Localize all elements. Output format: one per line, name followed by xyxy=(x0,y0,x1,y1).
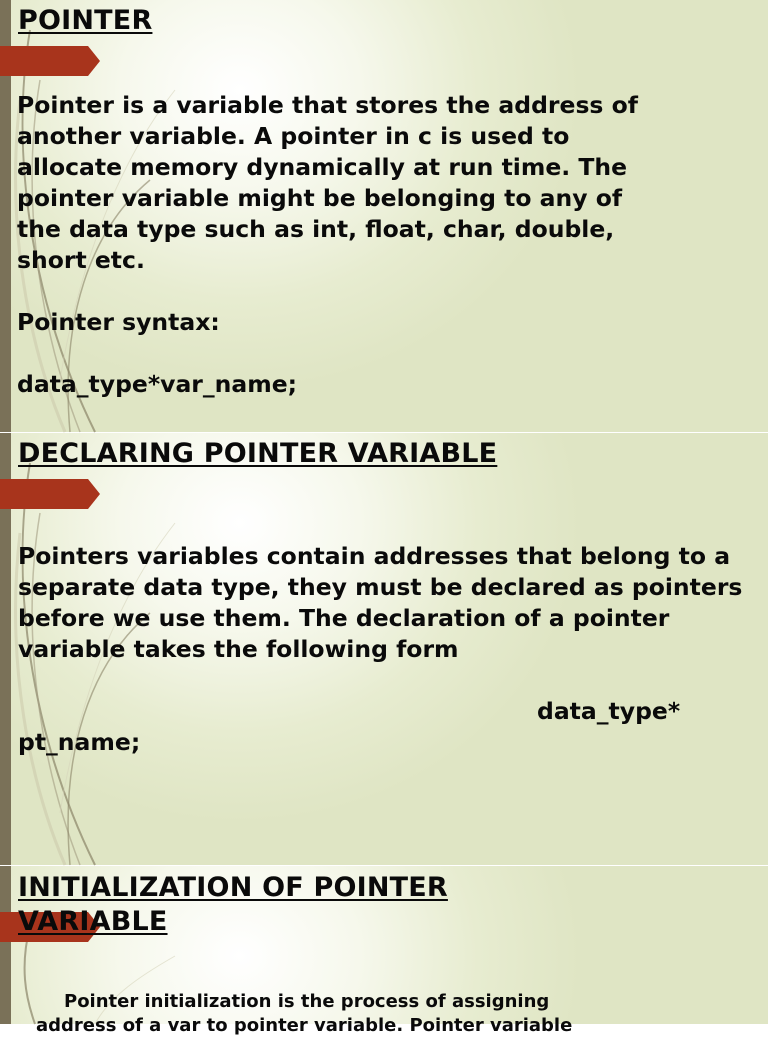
slide-title-line2: VARIABLE xyxy=(18,906,168,937)
declaration-paragraph: Pointers variables contain addresses that belong to a separate data type, they must be declared as pointers before we use them. The declaration of a pointer variable takes the following form xyxy=(18,542,743,663)
declaration-code-part1: data_type* xyxy=(537,697,681,725)
slide-title: DECLARING POINTER VARIABLE xyxy=(18,438,498,469)
slide-title: POINTER xyxy=(18,5,153,36)
slide-title-line1: INITIALIZATION OF POINTER xyxy=(18,872,448,903)
initialization-line2: address of a var to pointer variable. Pointer variable xyxy=(36,1015,573,1036)
slide-initialization-pointer xyxy=(0,866,768,1036)
initialization-line1: Pointer initialization is the process of assigning xyxy=(64,991,550,1012)
syntax-code: data_type*var_name; xyxy=(17,370,298,398)
title-accent-tab xyxy=(0,479,100,509)
title-accent-tab xyxy=(0,46,100,76)
slide-declaring-pointer xyxy=(0,433,768,865)
slide-body xyxy=(18,541,753,758)
syntax-heading: Pointer syntax: xyxy=(17,308,220,336)
slide-body xyxy=(17,90,657,400)
slide-left-bar xyxy=(0,866,11,1024)
declaration-code-part2: pt_name; xyxy=(18,728,141,756)
definition-paragraph: Pointer is a variable that stores the address of another variable. A pointer in c is used to allocate memory dynamically at run time. The pointer variable might be belonging to any of the data type such as int, float, char, double, short etc. xyxy=(17,91,638,274)
initialization-paragraph xyxy=(36,990,724,1038)
slide-title xyxy=(18,871,448,939)
slide-pointer xyxy=(0,0,768,432)
